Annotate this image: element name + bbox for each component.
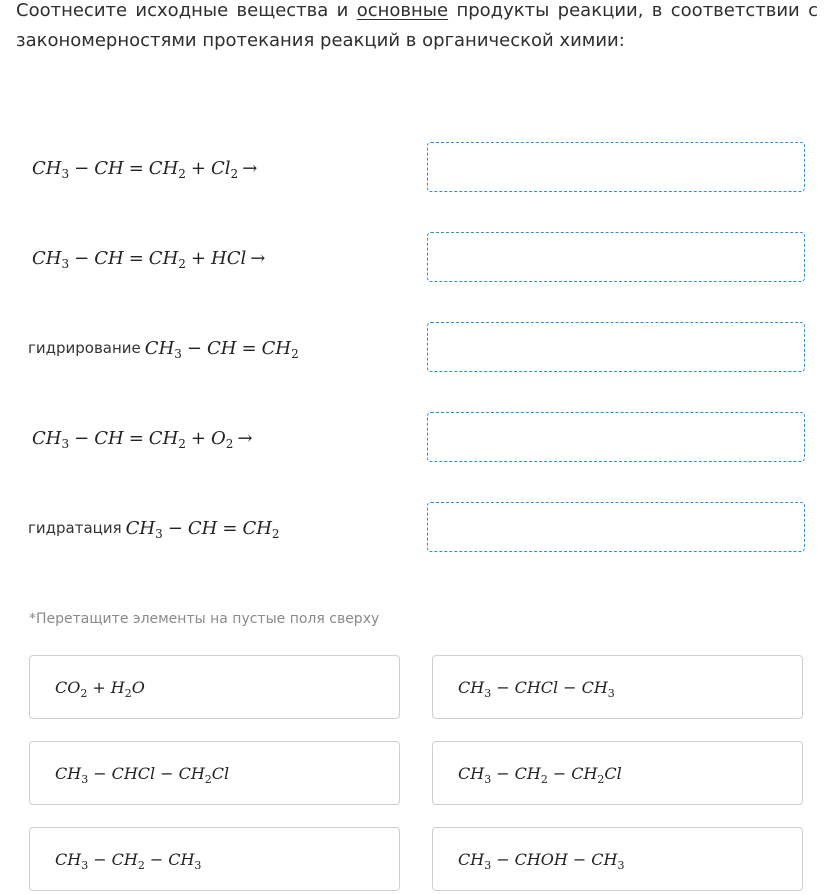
answer-card-3[interactable] [29, 741, 400, 805]
reaction-row-4 [28, 412, 806, 464]
answer-formula: $CO_2 + H_2O$ [55, 677, 145, 700]
reaction-row-2 [28, 232, 806, 284]
drop-zone-5[interactable] [427, 502, 805, 552]
reaction-label [28, 232, 265, 284]
answer-card-2[interactable] [432, 655, 803, 719]
drop-zone-1[interactable] [427, 142, 805, 192]
answer-card-6[interactable] [432, 827, 803, 891]
answer-card-1[interactable] [29, 655, 400, 719]
answer-card-5[interactable] [29, 827, 400, 891]
reaction-formula: $CH_3$ − CH = $CH_2 + Cl_2$ → [32, 157, 258, 181]
reaction-row-3 [28, 322, 806, 374]
question-underlined-word: основные [356, 0, 449, 21]
reaction-label [28, 322, 299, 374]
question-text-end: продукты реакции, в соответствии с закономерностями протекания реакций в органической химии: [16, 0, 818, 51]
reaction-formula: $CH_3$ − CH = $CH_2 + O_2$ → [32, 427, 253, 451]
reaction-formula: $CH_3$ − CH = $CH_2$ [125, 517, 280, 541]
reaction-prefix: гидратация [28, 519, 122, 537]
reaction-row-1 [28, 142, 806, 194]
drop-zone-3[interactable] [427, 322, 805, 372]
reaction-formula: $CH_3$ − CH = $CH_2$ + HCl → [32, 247, 266, 271]
reaction-label [28, 502, 280, 554]
reaction-label [28, 412, 253, 464]
answer-formula: $CH_3$ − CHCl − $CH_3$ [458, 677, 615, 700]
reaction-prefix: гидрирование [28, 339, 141, 357]
answer-formula: $CH_3$ − CHCl − $CH_2Cl$ [55, 763, 230, 786]
answer-formula: $CH_3 - CH_2 - CH_2Cl$ [458, 763, 622, 786]
drop-zone-4[interactable] [427, 412, 805, 462]
reaction-formula: $CH_3$ − CH = $CH_2$ [144, 337, 299, 361]
question-text [16, 0, 818, 56]
answer-card-4[interactable] [432, 741, 803, 805]
answer-formula: $CH_3 - CH_2 - CH_3$ [55, 849, 202, 872]
drag-hint: *Перетащите элементы на пустые поля сверху [29, 611, 380, 627]
reaction-row-5 [28, 502, 806, 554]
answer-formula: $CH_3$ − CHOH − $CH_3$ [458, 849, 625, 872]
question-text-start: Соотнесите исходные вещества и [16, 0, 357, 21]
reaction-label [28, 142, 257, 194]
drop-zone-2[interactable] [427, 232, 805, 282]
